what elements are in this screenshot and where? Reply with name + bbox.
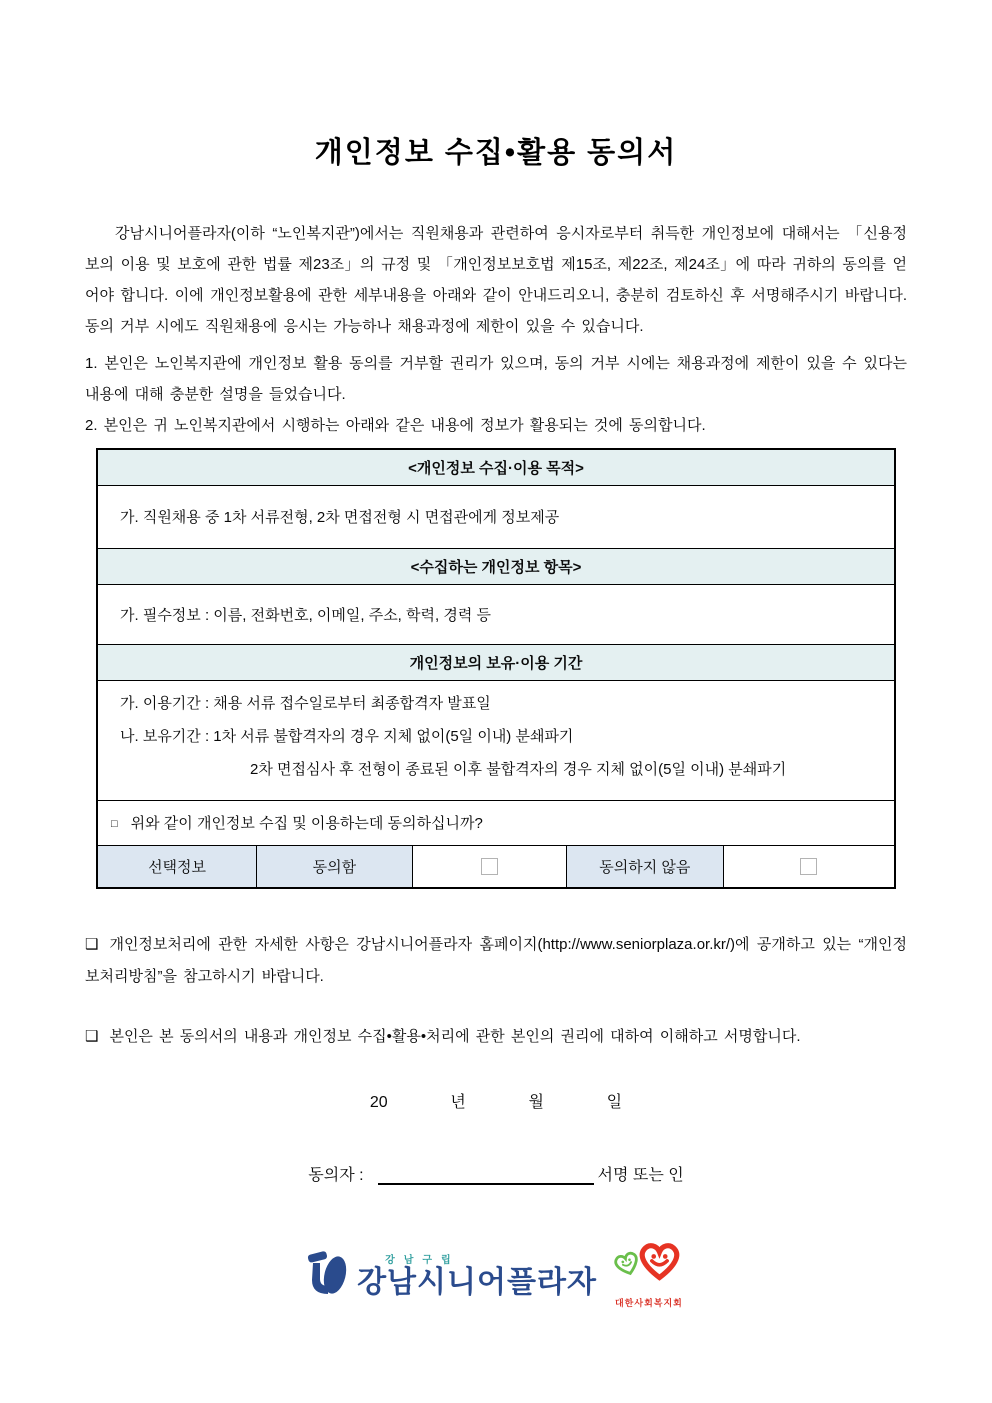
table-row	[97, 485, 895, 548]
table-row	[97, 800, 895, 845]
org-name: 강남시니어플라자	[357, 1266, 597, 1299]
consent-question-cell	[97, 800, 895, 845]
consent-choice-row	[97, 845, 895, 888]
acknowledgement-note	[85, 1021, 907, 1053]
signature-suffix: 서명 또는 인	[597, 1167, 684, 1184]
logo-text-block	[357, 1251, 597, 1299]
retention-line-2: 나. 보유기간 : 1차 서류 불합격자의 경우 지체 없이(5일 이내) 분쇄파기	[120, 727, 574, 745]
list-item-2: 2. 본인은 귀 노인복지관에서 시행하는 아래와 같은 내용에 정보가 활용되는 것에 동의합니다.	[85, 417, 706, 434]
acknowledgement-note-text: 본인은 본 동의서의 내용과 개인정보 수집•활용•처리에 관한 본인의 권리에 대하여 이해하고 서명합니다.	[109, 1028, 801, 1045]
date-line: 20 년 월 일	[369, 1094, 623, 1111]
district-label: 강남구립	[385, 1255, 460, 1266]
disagree-checkbox-cell	[723, 845, 895, 888]
gangnam-senior-plaza-mark-icon	[307, 1246, 347, 1304]
agree-checkbox[interactable]	[481, 858, 498, 875]
signature-blank[interactable]	[378, 1163, 594, 1185]
items-section-header: <수집하는 개인정보 항목>	[97, 548, 895, 584]
intro-paragraph: 강남시니어플라자(이하 “노인복지관”)에서는 직원채용과 관련하여 응시자로부터 취득한 개인정보에 대해서는 「신용정보의 이용 및 보호에 관한 법률 제23조」의 규정 및 「개인정보보호법 제15조, 제22조, 제24조」에 따라 귀하의 동의를 얻어야 합니다. 이에 개인정보활용에 관한 세부내용을 아래와 같이 안내드리오니, 충분히 검토하신 후 서명해주시기 바랍니다. 동의 거부 시에도 직원채용에 응시는 가능하나 채용과정에 제한이 있을 수 있습니다.	[85, 225, 907, 335]
agree-checkbox-cell	[412, 845, 566, 888]
list-item-1: 1. 본인은 노인복지관에 개인정보 활용 동의를 거부할 권리가 있으며, 동의 거부 시에는 채용과정에 제한이 있을 수 있다는 내용에 대해 충분한 설명을 들었습니다.	[85, 355, 907, 403]
signature-line	[85, 1162, 907, 1185]
note-bullet-icon: ❑	[85, 936, 99, 953]
page-title: 개인정보 수집•활용 동의서	[314, 137, 678, 169]
signer-label: 동의자 :	[308, 1167, 364, 1184]
disagree-label-cell: 동의하지 않음	[566, 845, 723, 888]
overlapping-smile-hearts-icon	[613, 1241, 685, 1296]
items-section-content: 가. 필수정보 : 이름, 전화번호, 이메일, 주소, 학력, 경력 등	[97, 584, 895, 644]
privacy-policy-note	[85, 929, 907, 993]
privacy-policy-note-text: 개인정보처리에 관한 자세한 사항은 강남시니어플라자 홈페이지(http://www.seniorplaza.or.kr/)에 공개하고 있는 “개인정보처리방침”을 참고하시기 바랍니다.	[85, 936, 907, 985]
table-row	[97, 548, 895, 584]
retention-line-3: 2차 면접심사 후 전형이 종료된 이후 불합격자의 경우 지체 없이(5일 이내) 분쇄파기	[250, 760, 787, 778]
table-row	[97, 449, 895, 485]
footer-logo	[85, 1241, 907, 1309]
table-row	[97, 680, 895, 800]
numbered-list	[85, 348, 907, 441]
partner-org-label: 대한사회복지회	[614, 1298, 683, 1308]
retention-section-header: 개인정보의 보유·이용 기간	[97, 644, 895, 680]
retention-line-1: 가. 이용기간 : 채용 서류 접수일로부터 최종합격자 발표일	[120, 694, 491, 712]
note-bullet-icon: ❑	[85, 1028, 99, 1045]
consent-question-text: 위와 같이 개인정보 수집 및 이용하는데 동의하십니까?	[130, 815, 483, 832]
hearts-block	[613, 1241, 685, 1309]
disagree-checkbox[interactable]	[800, 858, 817, 875]
purpose-section-header: <개인정보 수집·이용 목적>	[97, 449, 895, 485]
square-bullet-icon: □	[111, 818, 118, 830]
table-row	[97, 584, 895, 644]
table-row	[97, 644, 895, 680]
category-label-cell: 선택정보	[97, 845, 257, 888]
consent-table	[96, 448, 896, 889]
agree-label-cell: 동의함	[257, 845, 413, 888]
purpose-section-content: 가. 직원채용 중 1차 서류전형, 2차 면접전형 시 면접관에게 정보제공	[97, 485, 895, 548]
retention-section-content	[97, 680, 895, 800]
